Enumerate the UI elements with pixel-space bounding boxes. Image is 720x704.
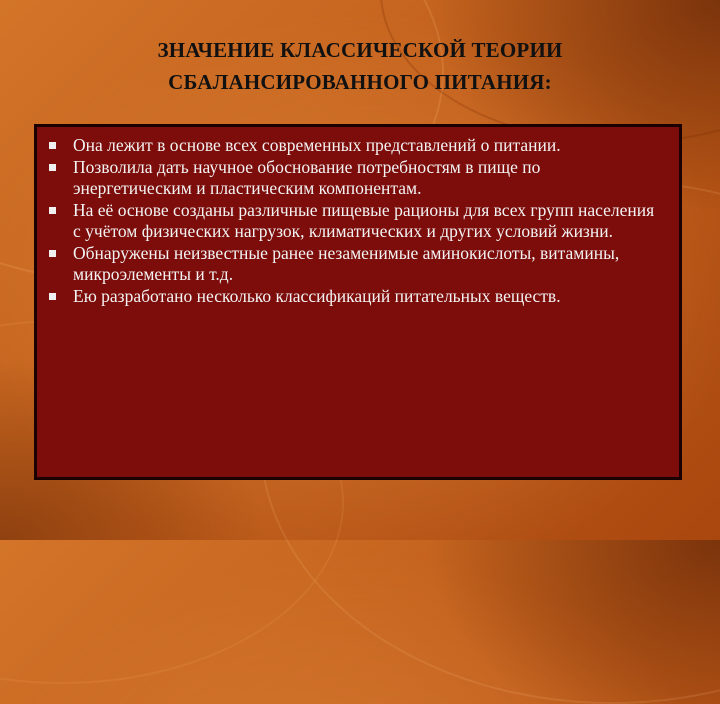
square-bullet-icon [49, 142, 56, 149]
content-box [34, 124, 682, 480]
list-item [49, 286, 655, 308]
bullet-text: Обнаружены неизвестные ранее незаменимые аминокислоты, витамины, микроэлементы и т.д. [73, 242, 620, 284]
slide-title-line: СБАЛАНСИРОВАННОГО ПИТАНИЯ: [168, 70, 552, 94]
bullet-list [37, 127, 679, 307]
slide-title-line: ЗНАЧЕНИЕ КЛАССИЧЕСКОЙ ТЕОРИИ [157, 38, 563, 62]
square-bullet-icon [49, 293, 56, 300]
square-bullet-icon [49, 164, 56, 171]
list-item [49, 157, 655, 200]
bullet-text: Позволила дать научное обоснование потребностям в пище по энергетическим и пластическим компонентам. [73, 156, 541, 198]
list-item [49, 243, 655, 286]
bullet-text: На её основе созданы различные пищевые рационы для всех групп населения с учётом физических нагрузок, климатических и других условий жизни. [73, 199, 655, 241]
bullet-text: Она лежит в основе всех современных представлений о питании. [73, 135, 561, 155]
bullet-text: Ею разработано несколько классификаций питательных веществ. [73, 285, 561, 306]
list-item [49, 200, 655, 243]
slide-title [60, 34, 660, 98]
square-bullet-icon [49, 250, 56, 257]
list-item [49, 135, 655, 157]
square-bullet-icon [49, 207, 56, 214]
